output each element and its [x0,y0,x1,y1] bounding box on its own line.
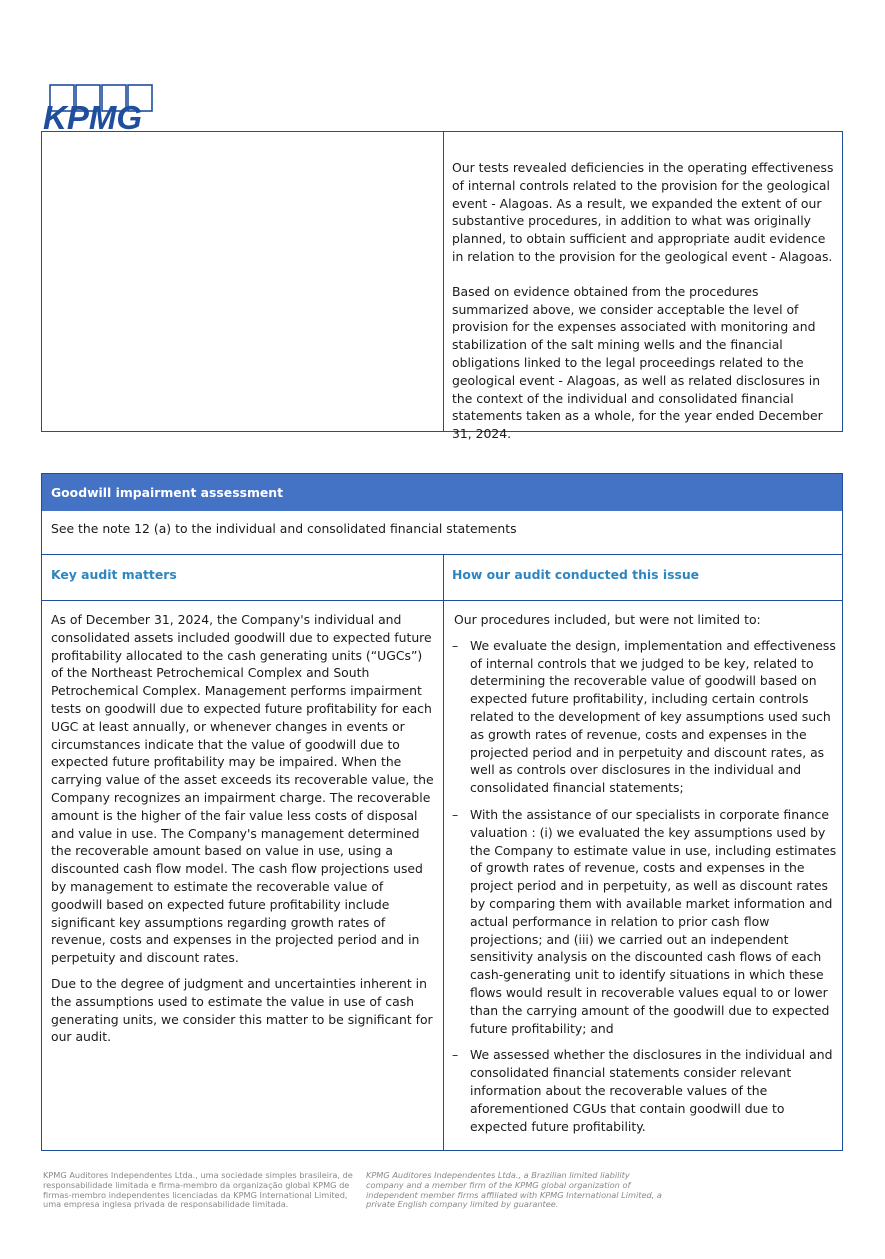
kam-paragraph: As of December 31, 2024, the Company's individual and consolidated assets included goodwill due to expected future profitability allocated to the cash generating units (“UGCs”) of the Northeast Petrochemical Complex and South Petrochemical Complex. Management performs impairment tests on goodwill due to expected future profitability for each UGC at least annually, or whenever changes in events or circumstances indicate that the value of goodwill due to expected future profitability may be impaired. When the carrying value of the asset exceeds its recoverable value, the Company recognizes an impairment charge. The recoverable amount is the higher of the fair value less costs of disposal and value in use. The Company's management determined the recoverable amount based on value in use, using a discounted cash flow model. The cash flow projections used by management to estimate the recoverable value of goodwill based on expected future profitability include significant key assumptions regarding growth rates of revenue, costs and expenses in the projected period and in perpetuity and discount rates. [51,612,434,966]
procedure-text: We assessed whether the disclosures in the individual and consolidated financial statements consider relevant information about the recoverable values of the aforementioned CGUs that contain goodwill due to expected future profitability. [470,1047,833,1134]
procedures-list [454,637,838,1136]
goodwill-table [41,473,843,1151]
upper-table [41,131,843,442]
upper-right-cell [452,159,836,443]
bullet-dash: – [452,637,459,653]
audit-response-heading: How our audit conducted this issue [452,567,700,582]
note-reference: See the note 12 (a) to the individual and consolidated financial statements [42,511,842,555]
procedure-text: We evaluate the design, implementation and effectiveness of internal controls that we judged to be key, related to determining the recoverable value of goodwill based on expected future profitability, including certain controls related to the development of key assumptions used such as growth rates of revenue, costs and expenses in the projected period and in perpetuity and discount rates, as well as controls over disclosures in the individual and consolidated financial statements; [470,637,836,796]
kam-paragraph: Due to the degree of judgment and uncertainties inherent in the assumptions used to estimate the value in use of cash generating units, we consider this matter to be significant for our audit. [51,975,433,1045]
key-audit-matter-description [51,611,435,1046]
bullet-dash: – [452,1047,459,1063]
kpmg-logo [42,84,160,132]
footer-english: KPMG Auditores Independentes Ltda., a Brazilian limited liability company and a member firm of the KPMG global organization of independent member firms affiliated with KPMG International Limited, a private English company limited by guarantee. [366,1170,662,1210]
upper-paragraph: Based on evidence obtained from the procedures summarized above, we consider acceptable the level of provision for the expenses associated with monitoring and stabilization of the salt mining wells and the financial obligations linked to the legal proceedings related to the geological event - Alagoas, as well as related disclosures in the context of the individual and consolidated financial statements taken as a whole, for the year ended December 31, 2024. [452,283,823,442]
svg-text:KPMG: KPMG [43,99,142,132]
section-title: Goodwill impairment assessment [42,474,842,511]
bullet-dash: – [452,806,459,822]
column-header-row [42,555,842,601]
list-item [454,637,838,797]
upper-paragraph: Our tests revealed deficiencies in the operating effectiveness of internal controls related to the provision for the geological event - Alagoas. As a result, we expanded the extent of our substantive procedures, in addition to what was originally planned, to obtain sufficient and appropriate audit evidence in relation to the provision for the geological event - Alagoas. [452,160,834,264]
procedures-intro: Our procedures included, but were not limited to: [454,612,761,627]
procedure-text: With the assistance of our specialists in corporate finance valuation : (i) we evaluated the key assumptions used by the Company to estimate value in use, including estimates of growth rates of revenue, costs and expenses in the project period and in perpetuity, as well as discount rates by comparing them with available market information and actual performance in relation to prior cash flow projections; and (iii) we carried out an independent sensitivity analysis on the discounted cash flows of each cash-generating unit to identify situations in which these flows would result in recoverable values equal to or lower than the carrying amount of the goodwill due to expected future profitability; and [470,806,837,1036]
column-divider [443,555,444,1150]
list-item [454,806,838,1037]
footer-portuguese: KPMG Auditores Independentes Ltda., uma sociedade simples brasileira, de responsabilidade limitada e firma-membro da organização global KPMG de firmas-membro independentes licenciadas da KPMG International Limited, uma empresa inglesa privada de responsabilidade limitada. [43,1170,353,1210]
list-item [454,1046,838,1135]
audit-procedures [454,611,838,1144]
key-audit-matters-heading: Key audit matters [51,567,177,582]
column-divider [443,132,444,431]
